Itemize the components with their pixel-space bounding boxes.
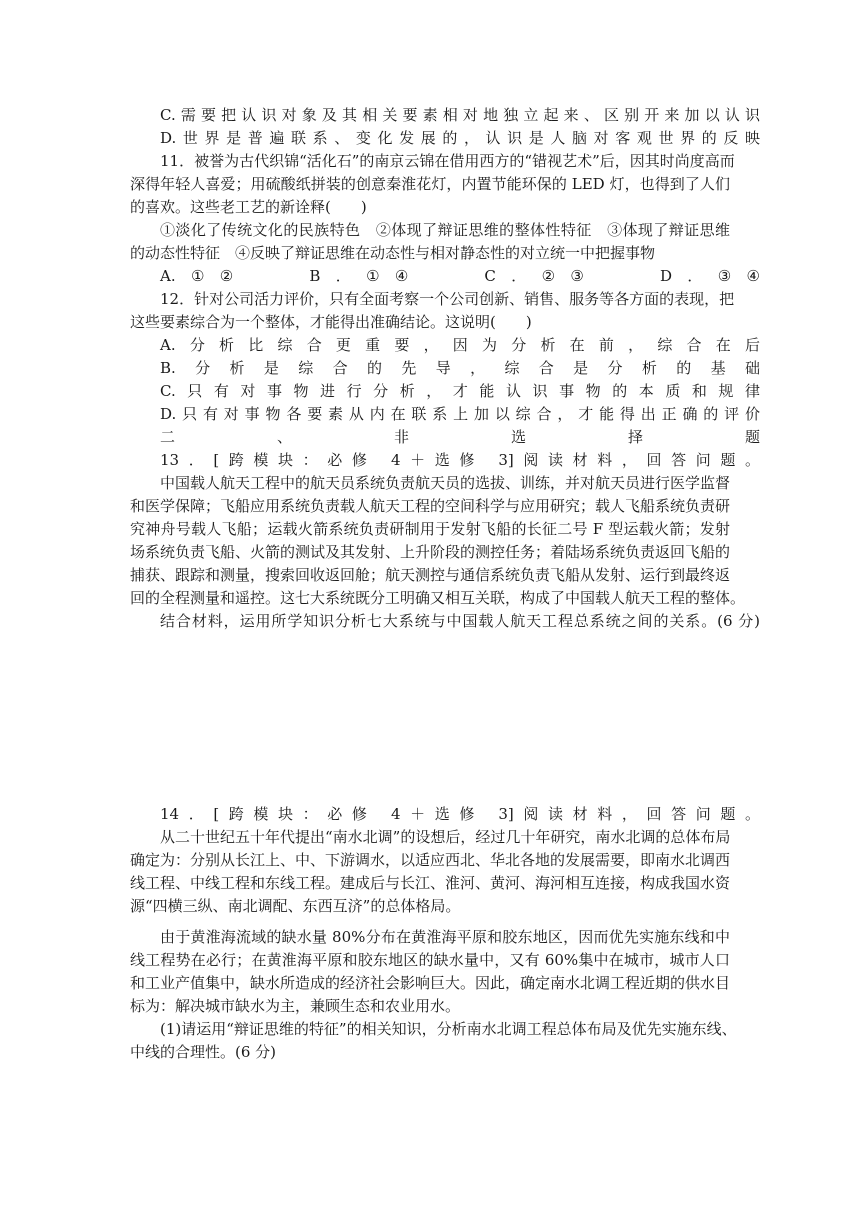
q13-header: 13．[跨模块：必修 4＋选修 3]阅读材料，回答问题。 bbox=[160, 451, 760, 469]
q14-material-line: 从二十世纪五十年代提出“南水北调”的设想后，经过几十年研究，南水北调的总体布局 bbox=[160, 828, 731, 846]
q12-stem-line: 这些要素综合为一个整体，才能得出准确结论。这说明( ) bbox=[130, 313, 532, 331]
q13-material-line: 和医学保障；飞船应用系统负责载人航天工程的空间科学与应用研究；载人飞船系统负责研 bbox=[130, 497, 731, 515]
q12-stem-line: 12．针对公司活力评价，只有全面考察一个公司创新、销售、服务等各方面的表现，把 bbox=[160, 290, 735, 308]
q13-material-line: 究神舟号载人飞船；运载火箭系统负责研制用于发射飞船的长征二号 F 型运载火箭；发射 bbox=[130, 520, 730, 538]
q11-statement-line: 的动态性特征 ④反映了辩证思维在动态性与相对静态性的对立统一中把握事物 bbox=[130, 244, 656, 262]
q11-statement-line: ①淡化了传统文化的民族特色 ②体现了辩证思维的整体性特征 ③体现了辩证思维 bbox=[160, 221, 730, 239]
q12-option-b: B.分析是综合的先导，综合是分析的基础 bbox=[160, 359, 760, 377]
q11-stem-line: 11．被誉为古代织锦“活化石”的南京云锦在借用西方的“错视艺术”后，因其时尚度高而 bbox=[160, 152, 735, 170]
q13-material-line: 捕获、跟踪和测量，搜索回收返回舱；航天测控与通信系统负责飞船从发射、运行到最终返 bbox=[130, 566, 731, 584]
q11-stem-line: 深得年轻人喜爱；用硫酸纸拼装的创意秦淮花灯，内置节能环保的 LED 灯，也得到了人们 bbox=[130, 175, 730, 193]
q14-header: 14．[跨模块：必修 4＋选修 3]阅读材料，回答问题。 bbox=[160, 805, 760, 823]
q14-material-line: 确定为：分别从长江上、中、下游调水，以适应西北、华北各地的发展需要，即南水北调西 bbox=[130, 851, 731, 869]
q14-material-line: 源“四横三纵、南北调配、东西互济”的总体格局。 bbox=[130, 897, 461, 915]
q13-question: 结合材料，运用所学知识分析七大系统与中国载人航天工程总系统之间的关系。(6 分) bbox=[160, 612, 760, 630]
q10-option-c: C.需要把认识对象及其相关要素相对地独立起来、区别开来加以认识 bbox=[160, 106, 760, 124]
q14-subquestion-line: (1)请运用“辩证思维的特征”的相关知识，分析南水北调工程总体布局及优先实施东线、 bbox=[160, 1020, 737, 1038]
q14-subquestion-line: 中线的合理性。(6 分) bbox=[130, 1043, 277, 1061]
q14-material-line: 线工程、中线工程和东线工程。建成后与长江、淮河、黄河、海河相互连接，构成我国水资 bbox=[130, 874, 731, 892]
answer-space bbox=[130, 640, 730, 790]
section-title: 二、非选择题 bbox=[160, 428, 760, 446]
q12-option-d: D.只有对事物各要素从内在联系上加以综合，才能得出正确的评价 bbox=[160, 405, 760, 423]
q13-material-line: 回的全程测量和遥控。这七大系统既分工明确又相互关联，构成了中国载人航天工程的整体。 bbox=[130, 589, 746, 607]
q13-material-line: 场系统负责飞船、火箭的测试及其发射、上升阶段的测控任务；着陆场系统负责返回飞船的 bbox=[130, 543, 731, 561]
q11-stem-line: 的喜欢。这些老工艺的新诠释( ) bbox=[130, 198, 367, 216]
q12-option-c: C.只有对事物进行分析，才能认识事物的本质和规律 bbox=[160, 382, 760, 400]
q11-choices: A.①② B．①④ C．②③ D．③④ bbox=[160, 267, 760, 285]
q14-material-line: 和工业产值集中，缺水所造成的经济社会影响巨大。因此，确定南水北调工程近期的供水目 bbox=[130, 974, 731, 992]
q14-material-line: 线工程势在必行；在黄淮海平原和胶东地区的缺水量中，又有 60%集中在城市，城市人口 bbox=[130, 951, 730, 969]
q12-option-a: A.分析比综合更重要，因为分析在前，综合在后 bbox=[160, 336, 760, 354]
q10-option-d: D.世界是普遍联系、变化发展的，认识是人脑对客观世界的反映 bbox=[160, 129, 760, 147]
q14-material-line: 标为：解决城市缺水为主，兼顾生态和农业用水。 bbox=[130, 997, 461, 1015]
q14-material-line: 由于黄淮海流域的缺水量 80%分布在黄淮海平原和胶东地区，因而优先实施东线和中 bbox=[160, 928, 730, 946]
q13-material-line: 中国载人航天工程中的航天员系统负责航天员的选拔、训练，并对航天员进行医学监督 bbox=[160, 474, 731, 492]
